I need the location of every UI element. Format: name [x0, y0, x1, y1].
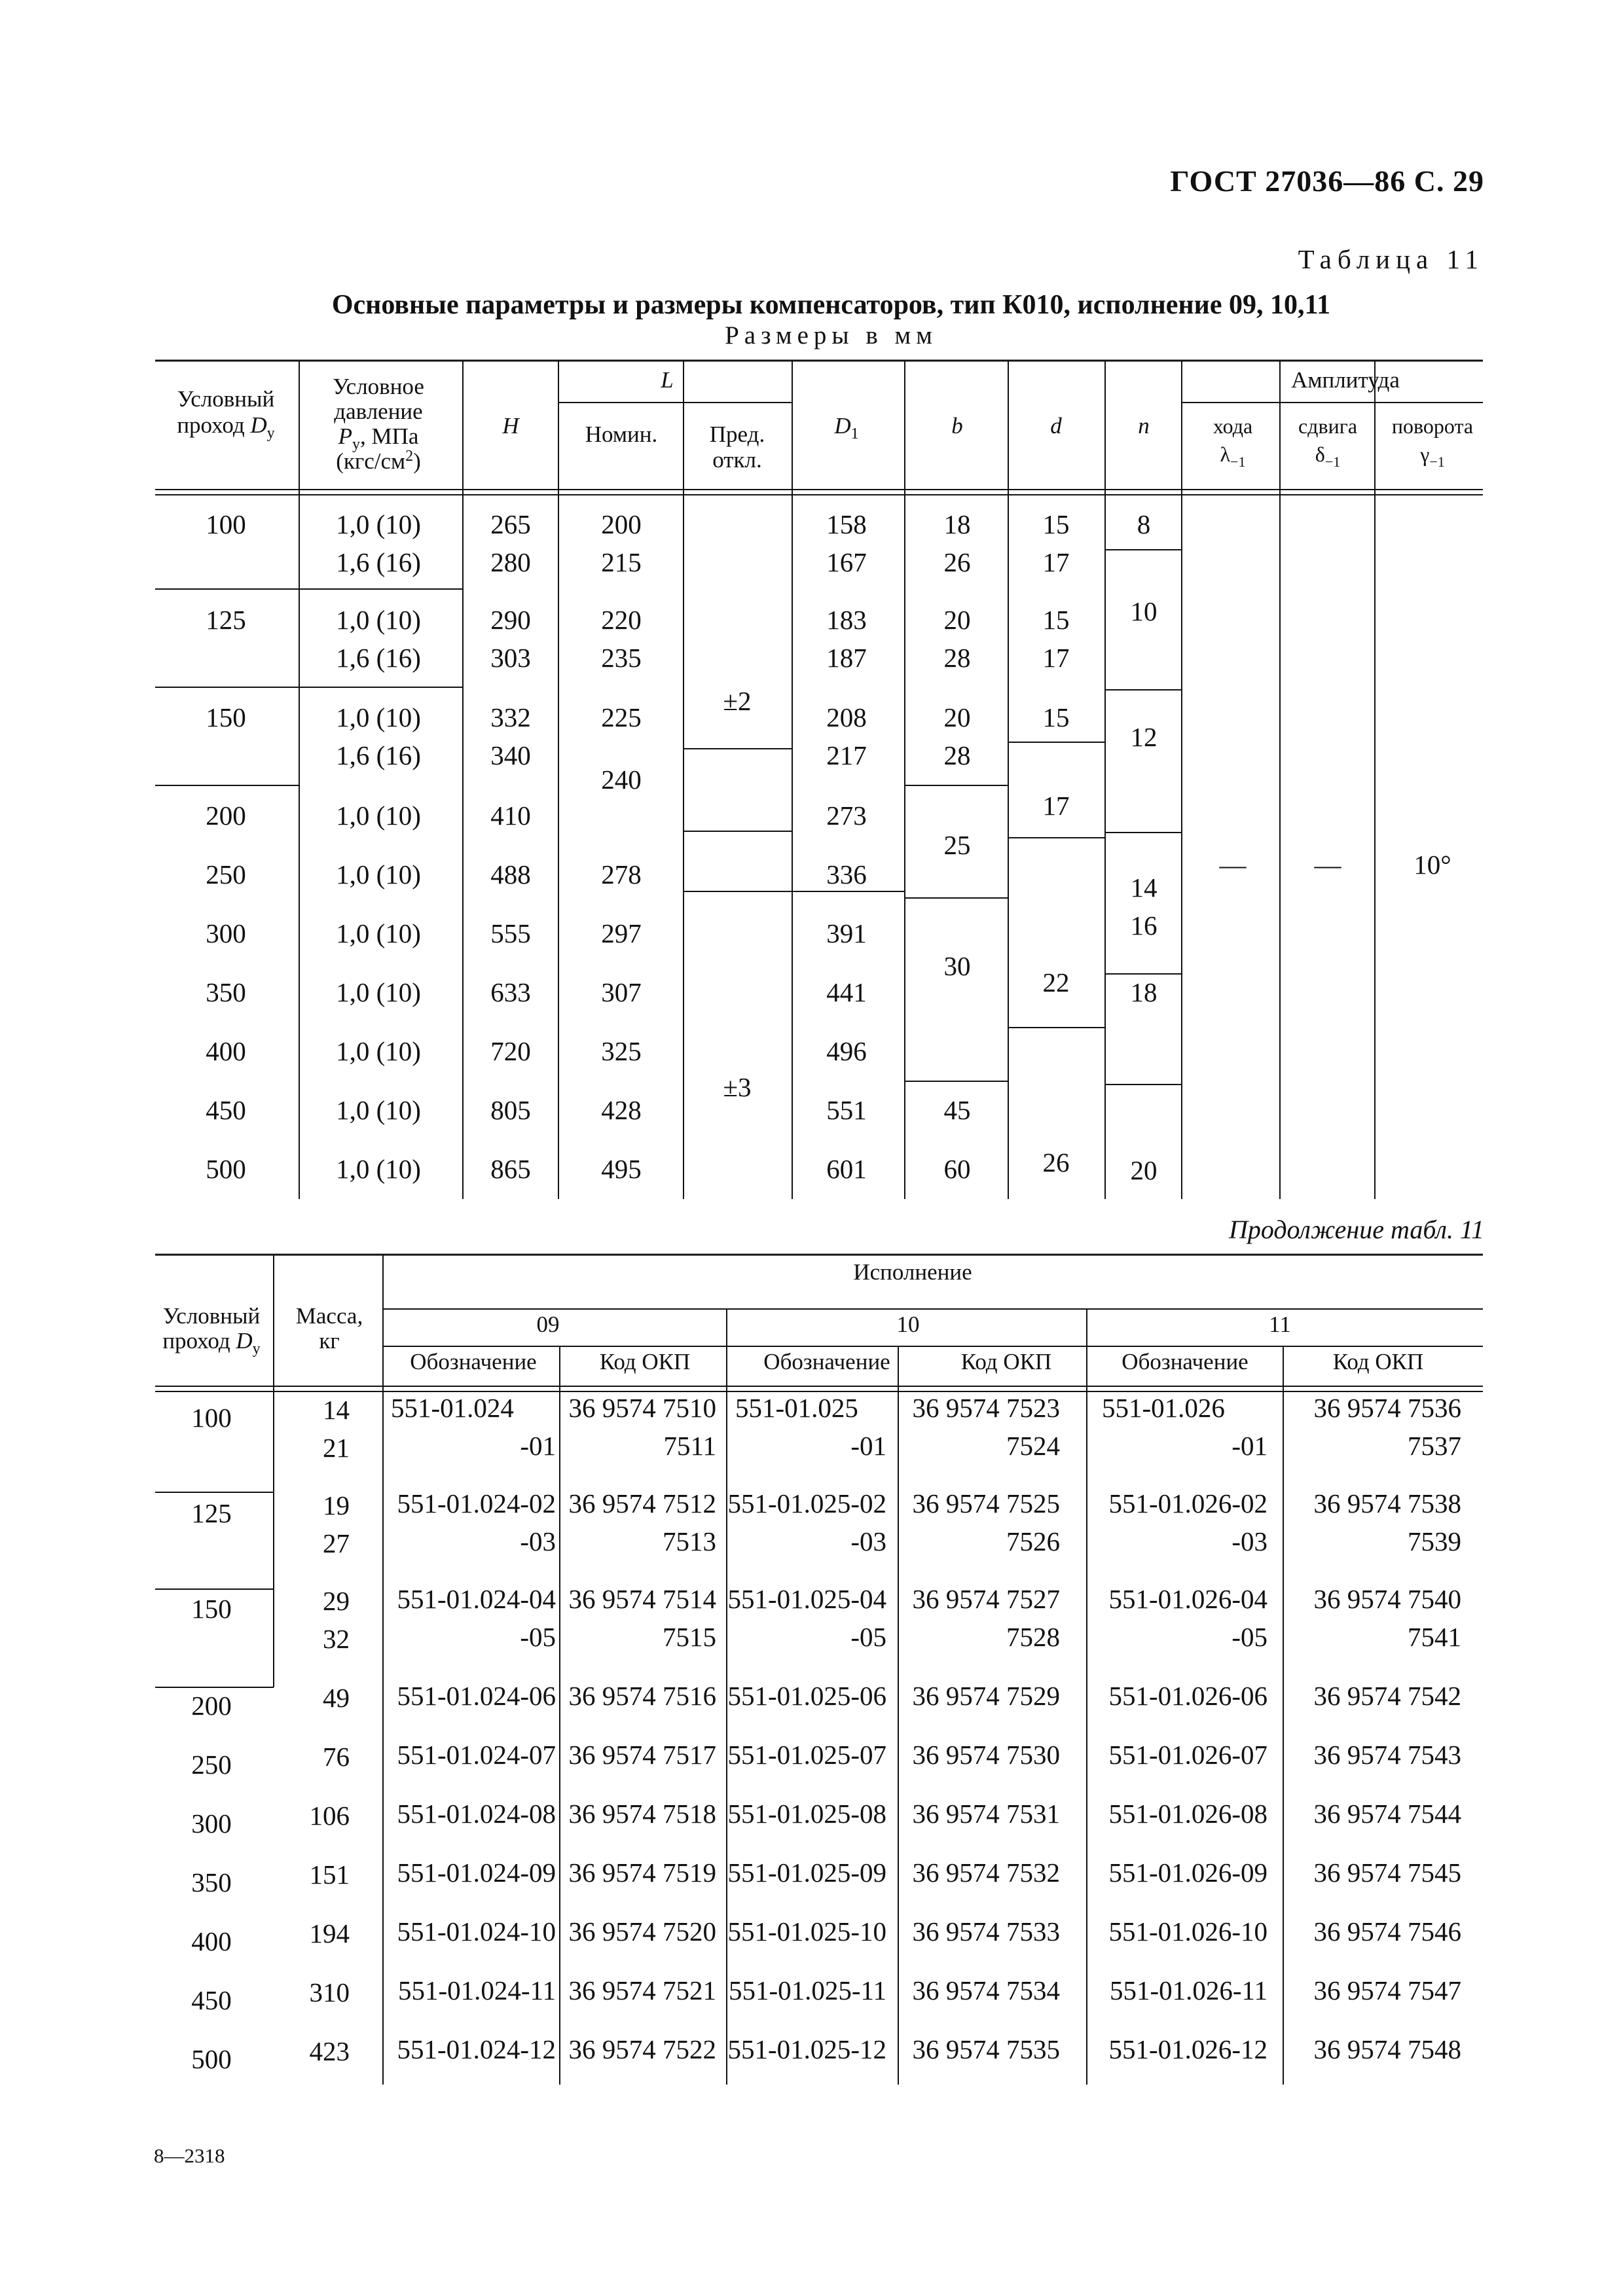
t2-designation-09-cell: -01: [520, 1431, 556, 1461]
t1-py-cell: 1,0 (10): [336, 859, 421, 889]
t1-dy-cell: 350: [206, 977, 246, 1007]
t2-designation-09-cell: 551-01.024-10: [397, 1916, 556, 1946]
t2-header-exec-11: 11: [1269, 1312, 1291, 1337]
t1-b-cell: 18: [943, 509, 971, 539]
t2-designation-10-cell: -01: [850, 1431, 886, 1461]
t2-mass-cell: 423: [309, 2036, 350, 2066]
t2-designation-11-cell: 551-01.026-04: [1108, 1584, 1267, 1614]
t1-d1-cell: 601: [826, 1154, 867, 1184]
t2-designation-11-cell: 551-01.026-11: [1109, 1975, 1267, 2005]
t1-lnom-cell: 495: [601, 1154, 642, 1184]
t2-designation-10-cell: 551-01.025-08: [727, 1799, 886, 1829]
t1-header-shift-symbol: $\delta_{-1}$: [1315, 442, 1341, 470]
t1-lnom-cell: 325: [601, 1036, 642, 1066]
t1-h-cell: 332: [490, 702, 531, 732]
t2-designation-11-cell: -01: [1231, 1431, 1267, 1461]
t2-mass-cell: 19: [323, 1490, 350, 1520]
t2-okp-11-cell: 7539: [1408, 1526, 1461, 1556]
t1-h-cell: 488: [490, 859, 531, 889]
t1-d-cell: 26: [1042, 1147, 1070, 1177]
t1-b-cell: 20: [943, 702, 971, 732]
t2-okp-10-cell: 7524: [1006, 1431, 1060, 1461]
t1-h-cell: 290: [490, 605, 531, 635]
t1-b-cell: 28: [943, 740, 971, 770]
t1-lnom-cell: 240: [601, 764, 642, 795]
t2-okp-11-cell: 36 9574 7545: [1313, 1857, 1461, 1888]
t1-d-cell: 15: [1042, 605, 1070, 635]
page-footer-code: 8—2318: [154, 2144, 225, 2167]
t1-n-cell: 8: [1137, 509, 1151, 539]
t2-designation-09-cell: -05: [520, 1622, 556, 1652]
t2-designation-09-cell: 551-01.024-04: [397, 1584, 556, 1614]
t1-stroke-cell: —: [1219, 850, 1247, 880]
t2-designation-10-cell: 551-01.025-09: [727, 1857, 886, 1888]
t2-dy-cell: 125: [191, 1498, 232, 1528]
table2-header: [162, 1259, 1423, 1374]
t1-header-stroke: хода: [1213, 414, 1253, 438]
t1-d1-cell: 273: [826, 800, 867, 831]
t1-d1-cell: 158: [826, 509, 867, 539]
t1-h-cell: 633: [490, 977, 531, 1007]
t1-dy-cell: 250: [206, 859, 246, 889]
t1-header-stroke-symbol: $\lambda_{-1}$: [1220, 442, 1246, 470]
t1-lnom-cell: 307: [601, 977, 642, 1007]
t1-d1-cell: 496: [826, 1036, 867, 1066]
t1-b-cell: 30: [943, 951, 971, 981]
t1-n-cell: 12: [1130, 722, 1158, 752]
t2-okp-10-cell: 36 9574 7535: [912, 2034, 1060, 2064]
t2-header-exec-09: 09: [536, 1312, 560, 1337]
t2-header-designation-09: Обозначение: [410, 1349, 537, 1374]
t1-d1-cell: 167: [826, 547, 867, 577]
t1-shift-cell: —: [1314, 850, 1341, 880]
t2-mass-cell: 151: [309, 1859, 350, 1890]
t1-dy-cell: 150: [206, 702, 246, 732]
t1-py-cell: 1,0 (10): [336, 977, 421, 1007]
table1-header: [177, 367, 1473, 474]
t2-designation-11-cell: 551-01.026: [1102, 1393, 1225, 1423]
t2-header-execution: Исполнение: [853, 1259, 972, 1285]
t1-py-cell: 1,0 (10): [336, 702, 421, 732]
t2-mass-cell: 76: [323, 1742, 350, 1772]
t1-lnom-cell: 278: [601, 859, 642, 889]
t1-d1-cell: 183: [826, 605, 867, 635]
t2-okp-11-cell: 36 9574 7540: [1313, 1584, 1461, 1614]
t1-d1-cell: 336: [826, 859, 867, 889]
t1-h-cell: 303: [490, 643, 531, 673]
t1-d-cell: 22: [1042, 967, 1070, 997]
t1-d-cell: 17: [1042, 547, 1070, 577]
t1-py-cell: 1,6 (16): [336, 740, 421, 770]
t2-okp-09-cell: 36 9574 7510: [568, 1393, 716, 1423]
t2-dy-cell: 350: [191, 1867, 232, 1897]
t1-b-cell: 28: [943, 643, 971, 673]
t2-okp-09-cell: 36 9574 7522: [568, 2034, 716, 2064]
t1-py-cell: 1,0 (10): [336, 918, 421, 948]
t2-okp-09-cell: 36 9574 7512: [568, 1488, 716, 1518]
t2-okp-11-cell: 36 9574 7542: [1313, 1681, 1461, 1711]
t1-h-cell: 555: [490, 918, 531, 948]
t2-okp-10-cell: 36 9574 7532: [912, 1857, 1060, 1888]
t2-okp-11-cell: 36 9574 7546: [1313, 1916, 1461, 1946]
t2-designation-10-cell: 551-01.025-07: [727, 1740, 886, 1770]
table1-body: [206, 509, 1451, 1185]
t2-header-okp-10: Код ОКП: [960, 1349, 1052, 1374]
t2-okp-10-cell: 36 9574 7525: [912, 1488, 1060, 1518]
t1-d1-cell: 391: [826, 918, 867, 948]
t1-header-b: b: [951, 413, 963, 439]
t2-designation-10-cell: 551-01.025-10: [727, 1916, 886, 1946]
t1-header-n: n: [1138, 413, 1150, 439]
t2-designation-09-cell: 551-01.024: [391, 1393, 514, 1423]
table-units-subtitle: Размеры в мм: [725, 321, 938, 350]
t2-designation-09-cell: 551-01.024-12: [397, 2034, 556, 2064]
t1-lnom-cell: 215: [601, 547, 642, 577]
t2-header-exec-10: 10: [896, 1312, 920, 1337]
t2-okp-10-cell: 36 9574 7534: [912, 1975, 1060, 2005]
t1-h-cell: 720: [490, 1036, 531, 1066]
t2-designation-11-cell: 551-01.026-06: [1108, 1681, 1267, 1711]
t1-b-cell: 45: [943, 1095, 971, 1125]
t1-header-h: H: [502, 413, 519, 439]
t1-d1-cell: 551: [826, 1095, 867, 1125]
t2-header-designation-10: Обозначение: [763, 1349, 890, 1374]
t2-okp-10-cell: 36 9574 7529: [912, 1681, 1060, 1711]
t2-designation-10-cell: -03: [850, 1526, 886, 1556]
t2-okp-11-cell: 7541: [1408, 1622, 1461, 1652]
t2-okp-10-cell: 36 9574 7530: [912, 1740, 1060, 1770]
t2-dy-cell: 450: [191, 1985, 232, 2015]
t1-d-cell: 17: [1042, 791, 1070, 821]
t1-dy-cell: 450: [206, 1095, 246, 1125]
t2-designation-10-cell: 551-01.025-02: [727, 1488, 886, 1518]
t1-n-cell: 18: [1130, 977, 1158, 1007]
t1-d1-cell: 441: [826, 977, 867, 1007]
t2-designation-10-cell: 551-01.025: [735, 1393, 858, 1423]
t1-py-cell: 1,0 (10): [336, 800, 421, 831]
t1-header-l: L: [661, 367, 674, 393]
t2-okp-09-cell: 36 9574 7518: [568, 1799, 716, 1829]
t1-n-cell: 16: [1130, 910, 1158, 941]
t2-mass-cell: 106: [309, 1801, 350, 1831]
t2-dy-cell: 100: [191, 1403, 232, 1433]
t2-mass-cell: 14: [323, 1395, 350, 1425]
t2-okp-11-cell: 36 9574 7548: [1313, 2034, 1461, 2064]
t1-dy-cell: 200: [206, 800, 246, 831]
table-title: Основные параметры и размеры компенсаторов, тип К010, исполнение 09, 10,11: [331, 290, 1331, 320]
t1-lnom-cell: 235: [601, 643, 642, 673]
t1-py-cell: 1,0 (10): [336, 1095, 421, 1125]
t1-lnom-cell: 297: [601, 918, 642, 948]
t2-okp-11-cell: 36 9574 7544: [1313, 1799, 1461, 1829]
t1-d-cell: 15: [1042, 702, 1070, 732]
t2-header-okp-11: Код ОКП: [1332, 1349, 1424, 1374]
t1-header-py-line3: $P_y$, МПа: [338, 423, 419, 453]
t2-okp-11-cell: 36 9574 7547: [1313, 1975, 1461, 2005]
t1-h-cell: 805: [490, 1095, 531, 1125]
t2-designation-09-cell: 551-01.024-07: [397, 1740, 556, 1770]
table2-body: [191, 1393, 1461, 2074]
t2-mass-cell: 27: [323, 1528, 350, 1558]
t2-okp-09-cell: 36 9574 7519: [568, 1857, 716, 1888]
t2-okp-10-cell: 36 9574 7527: [912, 1584, 1060, 1614]
t2-mass-cell: 194: [309, 1918, 350, 1948]
t1-header-dy-line2: проход $D_y$: [177, 412, 275, 442]
t1-py-cell: 1,6 (16): [336, 643, 421, 673]
t1-h-cell: 265: [490, 509, 531, 539]
t2-designation-10-cell: 551-01.025-04: [727, 1584, 886, 1614]
t2-okp-11-cell: 36 9574 7543: [1313, 1740, 1461, 1770]
t1-header-shift: сдвига: [1298, 414, 1358, 438]
t1-header-rotation: поворота: [1391, 414, 1474, 438]
t2-designation-09-cell: 551-01.024-08: [397, 1799, 556, 1829]
t2-okp-10-cell: 7526: [1006, 1526, 1060, 1556]
t2-okp-09-cell: 36 9574 7517: [568, 1740, 716, 1770]
t1-dy-cell: 125: [206, 605, 246, 635]
t2-designation-10-cell: 551-01.025-11: [728, 1975, 886, 2005]
t2-okp-09-cell: 7511: [663, 1431, 716, 1461]
t2-mass-cell: 32: [323, 1624, 350, 1654]
t2-okp-09-cell: 7515: [663, 1622, 716, 1652]
t1-b-cell: 60: [943, 1154, 971, 1184]
t2-okp-09-cell: 36 9574 7514: [568, 1584, 716, 1614]
t1-header-l-nominal: Номин.: [585, 422, 658, 447]
t1-header-l-deviation-line1: Пред.: [709, 422, 765, 447]
t1-header-py-line1: Условное: [333, 374, 424, 399]
t1-header-l-deviation-line2: откл.: [712, 447, 762, 473]
table-continuation-label: Продолжение табл. 11: [1228, 1215, 1484, 1244]
t2-okp-09-cell: 36 9574 7521: [568, 1975, 716, 2005]
t1-d-cell: 17: [1042, 643, 1070, 673]
t1-h-cell: 280: [490, 547, 531, 577]
t1-header-d: d: [1050, 413, 1062, 439]
t2-header-mass-line2: кг: [319, 1328, 340, 1354]
t1-n-cell: 14: [1130, 872, 1158, 903]
t2-header-dy-line2: проход $D_y$: [162, 1328, 261, 1357]
t1-header-d1: $D_1$: [834, 413, 859, 442]
t1-d1-cell: 187: [826, 643, 867, 673]
t2-designation-09-cell: 551-01.024-11: [397, 1975, 556, 2005]
t2-designation-11-cell: 551-01.026-10: [1108, 1916, 1267, 1946]
t2-okp-09-cell: 36 9574 7520: [568, 1916, 716, 1946]
t1-dy-cell: 500: [206, 1154, 246, 1184]
standard-page-header: ГОСТ 27036—86 С. 29: [1170, 164, 1484, 198]
t1-dy-cell: 100: [206, 509, 246, 539]
t2-okp-11-cell: 36 9574 7536: [1313, 1393, 1461, 1423]
t2-header-designation-11: Обозначение: [1122, 1349, 1249, 1374]
t1-dy-cell: 300: [206, 918, 246, 948]
t2-designation-11-cell: 551-01.026-12: [1108, 2034, 1267, 2064]
t2-dy-cell: 500: [191, 2044, 232, 2074]
t2-dy-cell: 300: [191, 1808, 232, 1839]
t2-mass-cell: 49: [323, 1683, 350, 1713]
t2-mass-cell: 21: [323, 1433, 350, 1463]
table-number-label: Таблица 11: [1298, 244, 1484, 274]
t1-b-cell: 26: [943, 547, 971, 577]
t1-d-cell: 15: [1042, 509, 1070, 539]
t2-designation-11-cell: 551-01.026-02: [1108, 1488, 1267, 1518]
t1-ldev-cell: ±3: [723, 1072, 752, 1102]
t1-n-cell: 10: [1130, 596, 1158, 626]
t2-designation-10-cell: -05: [850, 1622, 886, 1652]
t2-okp-11-cell: 36 9574 7538: [1313, 1488, 1461, 1518]
t1-header-rotation-symbol: $\gamma_{-1}$: [1420, 442, 1445, 470]
t1-header-py-line4: $(кгс/см^2)$: [336, 448, 421, 474]
t2-designation-10-cell: 551-01.025-12: [727, 2034, 886, 2064]
t2-header-dy-line1: Условный: [162, 1303, 261, 1329]
t1-h-cell: 865: [490, 1154, 531, 1184]
t1-h-cell: 340: [490, 740, 531, 770]
t1-h-cell: 410: [490, 800, 531, 831]
t1-n-cell: 20: [1130, 1155, 1158, 1185]
t2-mass-cell: 29: [323, 1586, 350, 1616]
t1-py-cell: 1,0 (10): [336, 509, 421, 539]
t2-designation-09-cell: 551-01.024-06: [397, 1681, 556, 1711]
t1-header-dy-line1: Условный: [177, 386, 275, 412]
t2-designation-10-cell: 551-01.025-06: [727, 1681, 886, 1711]
t2-designation-11-cell: 551-01.026-09: [1108, 1857, 1267, 1888]
t2-okp-09-cell: 7513: [663, 1526, 716, 1556]
t1-lnom-cell: 225: [601, 702, 642, 732]
t2-mass-cell: 310: [309, 1977, 350, 2007]
t2-okp-11-cell: 7537: [1408, 1431, 1461, 1461]
t1-b-cell: 25: [943, 830, 971, 860]
t1-ldev-cell: ±2: [723, 686, 752, 716]
t1-dy-cell: 400: [206, 1036, 246, 1066]
t1-header-amplitude: Амплитуда: [1291, 367, 1400, 393]
t2-okp-09-cell: 36 9574 7516: [568, 1681, 716, 1711]
t2-header-okp-09: Код ОКП: [599, 1349, 691, 1374]
t2-okp-10-cell: 36 9574 7533: [912, 1916, 1060, 1946]
t2-dy-cell: 400: [191, 1926, 232, 1956]
t2-dy-cell: 200: [191, 1691, 232, 1721]
t1-py-cell: 1,0 (10): [336, 605, 421, 635]
t2-dy-cell: 250: [191, 1749, 232, 1780]
t1-lnom-cell: 220: [601, 605, 642, 635]
t1-py-cell: 1,0 (10): [336, 1154, 421, 1184]
t1-py-cell: 1,6 (16): [336, 547, 421, 577]
t1-header-py-line2: давление: [334, 399, 423, 424]
t1-b-cell: 20: [943, 605, 971, 635]
t1-d1-cell: 217: [826, 740, 867, 770]
t1-d1-cell: 208: [826, 702, 867, 732]
t2-okp-10-cell: 7528: [1006, 1622, 1060, 1652]
t2-designation-09-cell: 551-01.024-02: [397, 1488, 556, 1518]
t2-designation-11-cell: -03: [1231, 1526, 1267, 1556]
t2-dy-cell: 150: [191, 1594, 232, 1624]
t2-designation-09-cell: -03: [520, 1526, 556, 1556]
t1-py-cell: 1,0 (10): [336, 1036, 421, 1066]
t1-lnom-cell: 200: [601, 509, 642, 539]
t1-lnom-cell: 428: [601, 1095, 642, 1125]
t2-designation-11-cell: -05: [1231, 1622, 1267, 1652]
t2-designation-09-cell: 551-01.024-09: [397, 1857, 556, 1888]
t2-header-mass-line1: Масса,: [295, 1303, 363, 1329]
t2-okp-10-cell: 36 9574 7531: [912, 1799, 1060, 1829]
t2-okp-10-cell: 36 9574 7523: [912, 1393, 1060, 1423]
t2-designation-11-cell: 551-01.026-08: [1108, 1799, 1267, 1829]
t1-rotation-cell: 10°: [1413, 850, 1451, 880]
t2-designation-11-cell: 551-01.026-07: [1108, 1740, 1267, 1770]
